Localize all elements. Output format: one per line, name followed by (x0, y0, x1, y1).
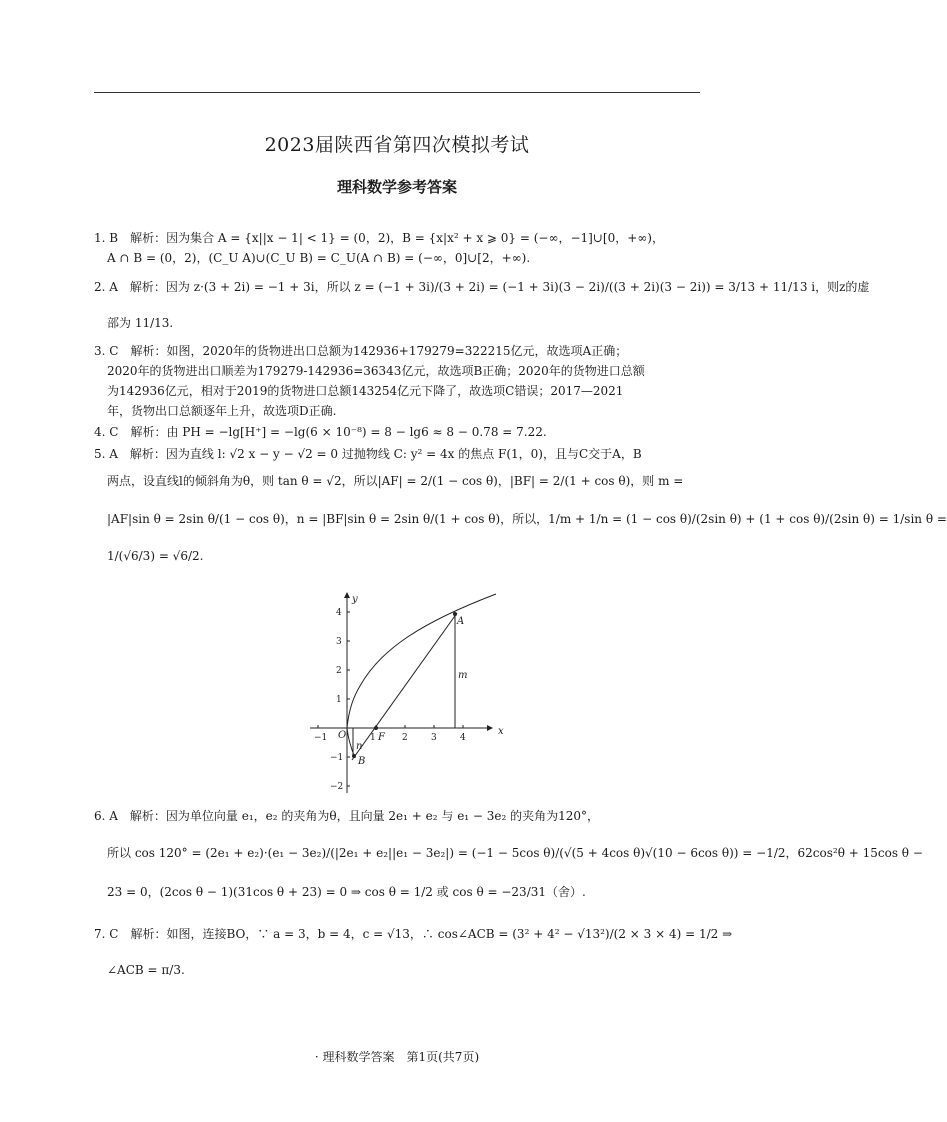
segment-m-label: m (458, 670, 468, 681)
answer-line: 两点，设直线l的倾斜角为θ，则 tan θ = √2，所以|AF| = 2/(1 − cos θ)，|BF| = 2/(1 + cos θ)，则 m = (107, 474, 684, 488)
point-b (352, 754, 356, 758)
answer-line: ∠ACB = π/3. (107, 963, 185, 977)
x-axis-label: x (498, 726, 504, 737)
parabola-graph (300, 588, 510, 798)
answer-line: 2. A 解析：因为 z·(3 + 2i) = −1 + 3i，所以 z = (−1 + 3i)/(3 + 2i) = (−1 + 3i)(3 − 2i)/((3 + 2i)(3 − 2i)) = 3/13 + 11/13 i，则z的虚 (94, 280, 870, 294)
y-tick-label: −1 (330, 753, 344, 763)
parabola-graph-svg (300, 588, 510, 798)
point-b-label: B (358, 756, 366, 767)
answer-line: 2020年的货物进出口顺差为179279-142936=36343亿元，故选项B正确；2020年的货物进口总额 (107, 364, 645, 378)
x-tick-label: 4 (460, 733, 466, 743)
x-tick-label: 2 (402, 733, 408, 743)
page-title: 2023届陕西省第四次模拟考试 (264, 134, 530, 156)
answer-line: 23 = 0，(2cos θ − 1)(31cos θ + 23) = 0 ⇒ cos θ = 1/2 或 cos θ = −23/31（舍）. (107, 885, 586, 899)
y-axis-label: y (352, 594, 358, 605)
x-tick-label: −1 (314, 733, 328, 743)
x-tick-label: 1 (370, 733, 376, 743)
y-tick-label: −2 (330, 782, 344, 792)
point-a-label: A (457, 616, 465, 627)
answer-line: 年，货物出口总额逐年上升，故选项D正确. (107, 404, 337, 418)
page-footer: · 理科数学答案 第1页(共7页) (314, 1050, 480, 1064)
page-subtitle: 理科数学参考答案 (336, 178, 457, 196)
answer-line: |AF|sin θ = 2sin θ/(1 − cos θ)，n = |BF|sin θ = 2sin θ/(1 + cos θ)，所以，1/m + 1/n = (1 − cos θ)/(2sin θ) + (1 + cos θ)/(2sin θ) = 1/sin θ = (107, 512, 947, 526)
answer-line: A ∩ B = (0，2)，(C_U A)∪(C_U B) = C_U(A ∩ B) = (−∞，0]∪[2，+∞). (107, 251, 531, 265)
x-tick-label: 3 (431, 733, 437, 743)
answer-line: 1. B 解析：因为集合 A = {x||x − 1| < 1} = (0，2)，B = {x|x² + x ⩾ 0} = (−∞，−1]∪[0，+∞)， (94, 231, 664, 245)
origin-label: O (338, 730, 347, 741)
answer-line: 4. C 解析：由 PH = −lg[H⁺] = −lg(6 × 10⁻⁸) = 8 − lg6 ≈ 8 − 0.78 = 7.22. (94, 425, 547, 439)
parabola-lower (347, 728, 355, 758)
segment-n-label: n (356, 741, 363, 752)
answer-line: 部为 11/13. (107, 316, 174, 330)
answer-line: 6. A 解析：因为单位向量 e₁，e₂ 的夹角为θ，且向量 2e₁ + e₂ 与 e₁ − 3e₂ 的夹角为120°， (94, 809, 600, 823)
parabola-upper (347, 594, 496, 728)
answer-line: 3. C 解析：如图，2020年的货物进出口总额为142936+179279=322215亿元，故选项A正确； (94, 344, 628, 358)
y-tick-label: 2 (336, 666, 342, 676)
y-tick-label: 1 (336, 695, 342, 705)
y-tick-label: 4 (336, 608, 342, 618)
header-rule (94, 92, 700, 93)
answer-line: 所以 cos 120° = (2e₁ + e₂)·(e₁ − 3e₂)/(|2e₁ + e₂||e₁ − 3e₂|) = (−1 − 5cos θ)/(√(5 + 4cos θ)√(10 − 6cos θ)) = −1/2，62cos²θ + 15cos θ − (107, 846, 923, 860)
answer-line: 1/(√6/3) = √6/2. (107, 549, 204, 563)
point-f-label: F (378, 732, 385, 743)
answer-line: 7. C 解析：如图，连接BO，∵ a = 3，b = 4，c = √13，∴ cos∠ACB = (3² + 4² − √13²)/(2 × 3 × 4) = 1/2 ⇒ (94, 927, 733, 941)
y-tick-label: 3 (336, 637, 342, 647)
answer-line: 5. A 解析：因为直线 l: √2 x − y − √2 = 0 过抛物线 C: y² = 4x 的焦点 F(1，0)，且与C交于A，B (94, 447, 642, 461)
answer-line: 为142936亿元，相对于2019的货物进口总额143254亿元下降了，故选项C错误；2017—2021 (107, 384, 624, 398)
